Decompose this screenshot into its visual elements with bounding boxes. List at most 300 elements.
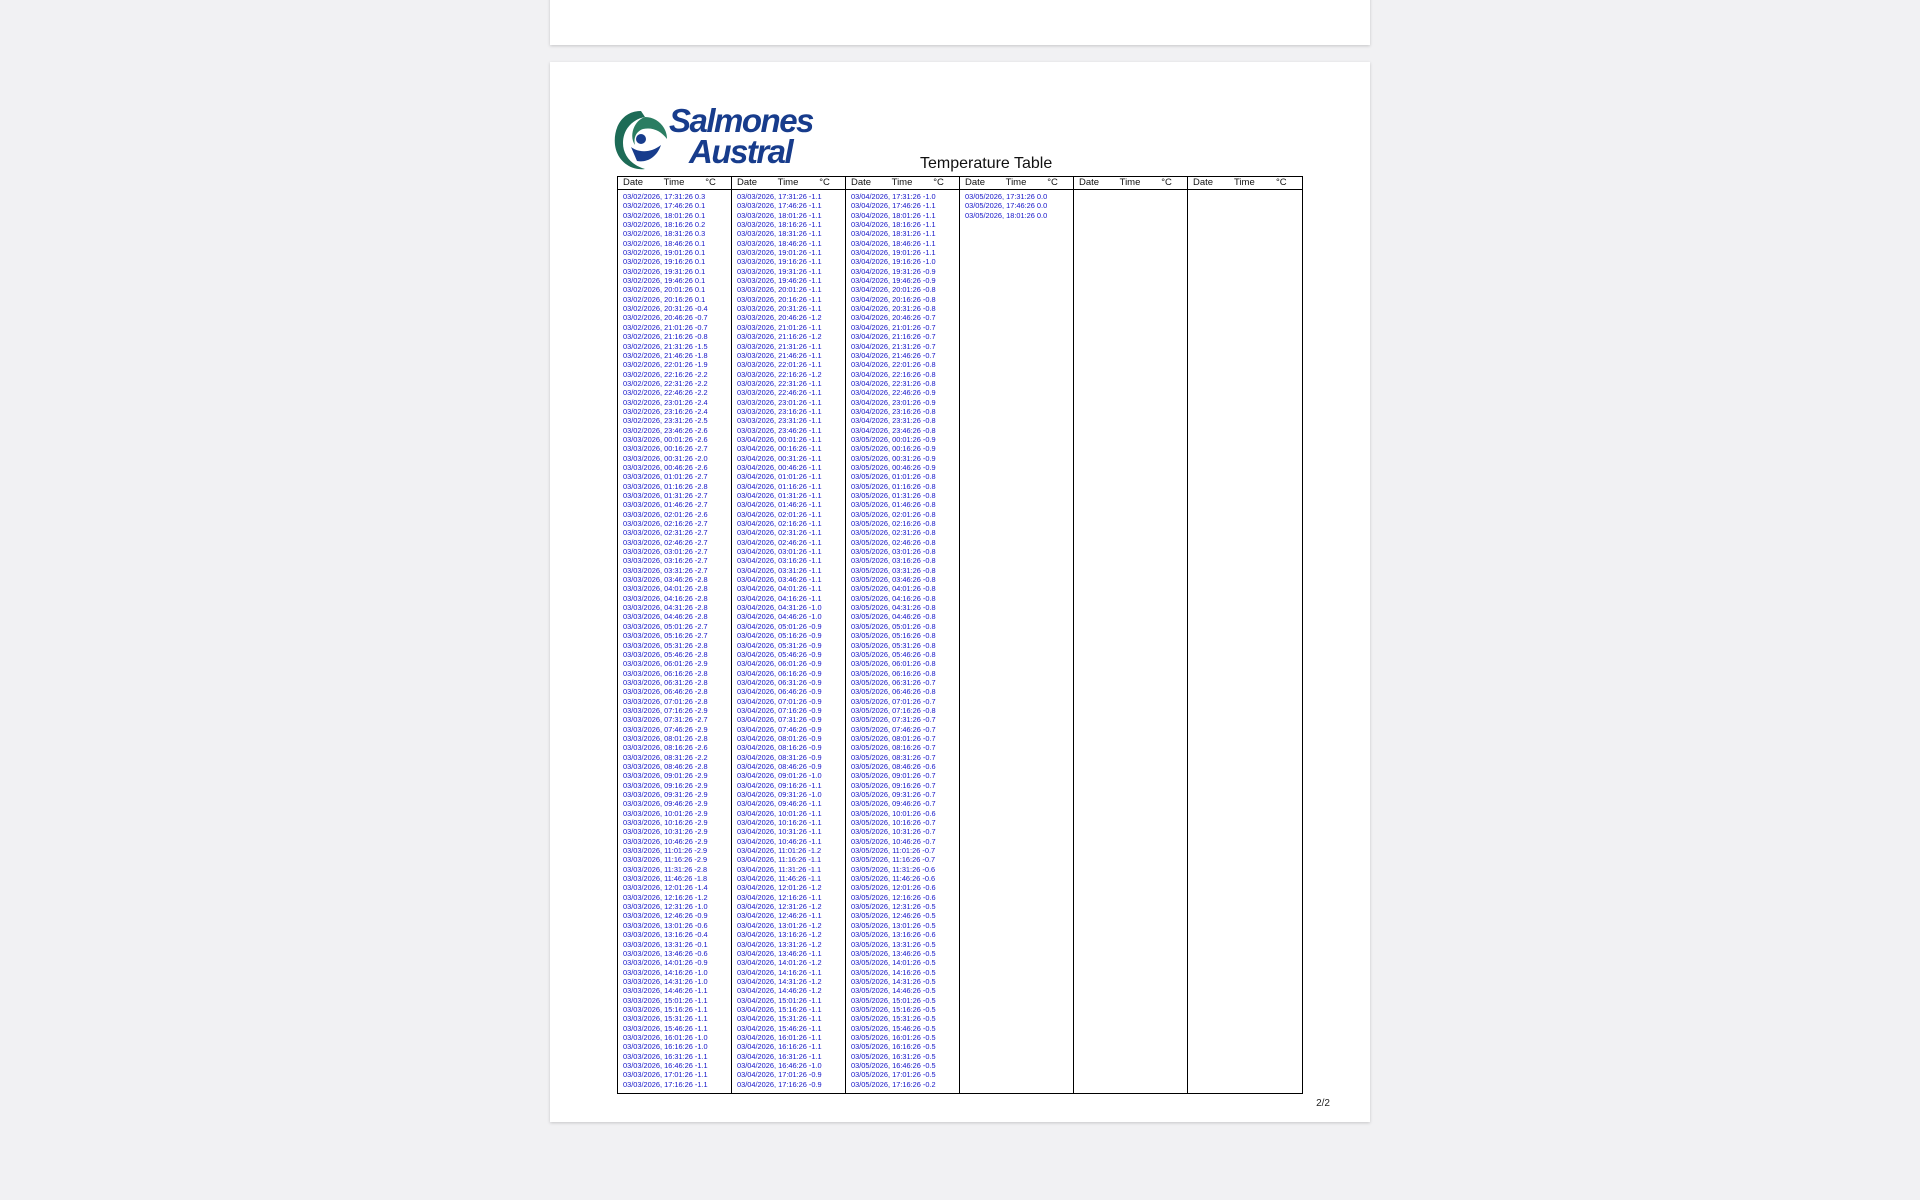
table-row: 03/02/2026, 22:31:26 -2.2 (623, 378, 708, 388)
table-row: 03/05/2026, 12:16:26 -0.6 (851, 892, 936, 902)
table-row: 03/03/2026, 00:01:26 -2.6 (623, 434, 708, 444)
table-row: 03/05/2026, 14:46:26 -0.5 (851, 986, 936, 996)
table-row: 03/04/2026, 14:01:26 -1.2 (737, 958, 822, 968)
page-number: 2/2 (1316, 1098, 1330, 1109)
table-row: 03/03/2026, 01:31:26 -2.7 (623, 491, 708, 500)
table-row: 03/03/2026, 14:46:26 -1.1 (623, 986, 708, 996)
column-header (960, 177, 1073, 190)
table-row: 03/02/2026, 19:46:26 0.1 (623, 276, 706, 286)
table-row: 03/05/2026, 01:31:26 -0.8 (851, 491, 936, 500)
header-time: Time (1005, 177, 1027, 188)
table-row: 03/05/2026, 05:31:26 -0.8 (851, 640, 936, 650)
table-row: 03/03/2026, 19:46:26 -1.1 (737, 276, 822, 286)
table-column (1074, 177, 1188, 1093)
table-row: 03/04/2026, 00:16:26 -1.1 (737, 444, 822, 454)
table-row: 03/03/2026, 12:01:26 -1.4 (623, 883, 708, 893)
table-row: 03/04/2026, 11:16:26 -1.1 (737, 855, 822, 865)
table-row: 03/03/2026, 06:46:26 -2.8 (623, 687, 708, 697)
table-row: 03/05/2026, 17:16:26 -0.2 (851, 1079, 936, 1089)
table-row: 03/03/2026, 07:01:26 -2.8 (623, 696, 708, 706)
table-row: 03/03/2026, 12:31:26 -1.0 (623, 902, 708, 912)
table-row: 03/03/2026, 11:16:26 -2.9 (623, 855, 708, 865)
table-row: 03/04/2026, 09:16:26 -1.1 (737, 780, 822, 790)
header-time: Time (1119, 177, 1141, 188)
table-row: 03/04/2026, 15:46:26 -1.1 (737, 1023, 822, 1033)
table-row: 03/05/2026, 15:46:26 -0.5 (851, 1023, 936, 1033)
table-row: 03/05/2026, 13:31:26 -0.5 (851, 939, 936, 949)
table-row: 03/04/2026, 13:01:26 -1.2 (737, 920, 822, 930)
table-row: 03/02/2026, 18:46:26 0.1 (623, 238, 706, 248)
table-row: 03/04/2026, 09:01:26 -1.0 (737, 771, 822, 781)
table-row: 03/04/2026, 10:31:26 -1.1 (737, 827, 822, 837)
table-row: 03/04/2026, 00:01:26 -1.1 (737, 434, 822, 444)
table-row: 03/04/2026, 19:31:26 -0.9 (851, 266, 936, 276)
table-row: 03/05/2026, 17:31:26 0.0 (965, 192, 1048, 201)
table-row: 03/03/2026, 02:46:26 -2.7 (623, 537, 708, 547)
table-row: 03/05/2026, 00:16:26 -0.9 (851, 444, 936, 454)
table-row: 03/05/2026, 05:01:26 -0.8 (851, 621, 936, 631)
table-row: 03/04/2026, 10:01:26 -1.1 (737, 808, 822, 818)
table-row: 03/03/2026, 05:16:26 -2.7 (623, 631, 708, 641)
table-row: 03/05/2026, 06:01:26 -0.8 (851, 659, 936, 669)
table-row: 03/04/2026, 21:31:26 -0.7 (851, 341, 936, 351)
table-row: 03/04/2026, 23:01:26 -0.9 (851, 397, 936, 407)
header-date: Date (965, 177, 986, 188)
table-row: 03/03/2026, 05:46:26 -2.8 (623, 649, 708, 659)
table-row: 03/04/2026, 05:01:26 -0.9 (737, 621, 822, 631)
table-row: 03/05/2026, 03:31:26 -0.8 (851, 565, 936, 575)
table-row: 03/03/2026, 16:46:26 -1.1 (623, 1060, 708, 1070)
table-row: 03/03/2026, 03:01:26 -2.7 (623, 547, 708, 557)
table-row: 03/04/2026, 06:01:26 -0.9 (737, 659, 822, 669)
table-row: 03/03/2026, 10:31:26 -2.9 (623, 827, 708, 837)
table-row: 03/04/2026, 10:16:26 -1.1 (737, 818, 822, 828)
table-row: 03/05/2026, 02:01:26 -0.8 (851, 509, 936, 519)
table-row: 03/04/2026, 10:46:26 -1.1 (737, 836, 822, 846)
table-row: 03/04/2026, 09:31:26 -1.0 (737, 790, 822, 799)
table-row: 03/03/2026, 21:16:26 -1.2 (737, 332, 822, 342)
table-row: 03/03/2026, 11:01:26 -2.9 (623, 846, 708, 856)
table-row: 03/03/2026, 17:16:26 -1.1 (623, 1079, 708, 1089)
table-row: 03/05/2026, 05:16:26 -0.8 (851, 631, 936, 641)
table-row: 03/03/2026, 01:16:26 -2.8 (623, 481, 708, 491)
table-row: 03/05/2026, 06:31:26 -0.7 (851, 677, 936, 687)
table-column (732, 177, 846, 1093)
table-row: 03/04/2026, 15:01:26 -1.1 (737, 995, 822, 1005)
header-date: Date (1193, 177, 1214, 188)
table-row: 03/04/2026, 22:01:26 -0.8 (851, 360, 936, 370)
table-row: 03/03/2026, 01:46:26 -2.7 (623, 500, 708, 510)
table-row: 03/04/2026, 16:16:26 -1.1 (737, 1042, 822, 1052)
column-header (1074, 177, 1187, 190)
table-row: 03/03/2026, 17:01:26 -1.1 (623, 1070, 708, 1080)
table-row: 03/03/2026, 04:46:26 -2.8 (623, 612, 708, 622)
header-time: Time (777, 177, 799, 188)
table-row: 03/05/2026, 07:31:26 -0.7 (851, 715, 936, 725)
table-row: 03/04/2026, 22:46:26 -0.9 (851, 388, 936, 398)
table-row: 03/04/2026, 20:01:26 -0.8 (851, 285, 936, 295)
table-row: 03/03/2026, 14:16:26 -1.0 (623, 967, 708, 977)
table-row: 03/05/2026, 01:16:26 -0.8 (851, 481, 936, 491)
table-column (960, 177, 1074, 1093)
table-row: 03/04/2026, 03:46:26 -1.1 (737, 575, 822, 585)
table-row: 03/04/2026, 17:16:26 -0.9 (737, 1079, 822, 1089)
table-row: 03/04/2026, 05:31:26 -0.9 (737, 640, 822, 650)
table-row: 03/04/2026, 14:16:26 -1.1 (737, 967, 822, 977)
table-row: 03/04/2026, 18:31:26 -1.1 (851, 229, 936, 239)
table-row: 03/04/2026, 14:46:26 -1.2 (737, 986, 822, 996)
table-row: 03/05/2026, 13:01:26 -0.5 (851, 920, 936, 930)
table-row: 03/05/2026, 02:31:26 -0.8 (851, 528, 936, 538)
table-row: 03/05/2026, 04:16:26 -0.8 (851, 593, 936, 603)
table-row: 03/03/2026, 04:31:26 -2.8 (623, 603, 708, 613)
header-time: Time (1234, 177, 1255, 188)
table-row: 03/04/2026, 06:16:26 -0.9 (737, 668, 822, 678)
table-row: 03/03/2026, 09:16:26 -2.9 (623, 780, 708, 790)
table-row: 03/05/2026, 15:31:26 -0.5 (851, 1014, 936, 1024)
table-row: 03/03/2026, 13:46:26 -0.6 (623, 948, 708, 958)
table-row: 03/03/2026, 02:16:26 -2.7 (623, 519, 708, 529)
table-row: 03/05/2026, 05:46:26 -0.8 (851, 649, 936, 659)
table-row: 03/03/2026, 01:01:26 -2.7 (623, 472, 708, 482)
header-date: Date (623, 177, 644, 188)
column-header (618, 177, 731, 190)
table-row: 03/05/2026, 06:46:26 -0.8 (851, 687, 936, 697)
table-row: 03/05/2026, 15:16:26 -0.5 (851, 1004, 936, 1014)
table-row: 03/05/2026, 12:01:26 -0.6 (851, 883, 936, 893)
table-row: 03/03/2026, 15:01:26 -1.1 (623, 995, 708, 1005)
table-row: 03/03/2026, 23:16:26 -1.1 (737, 406, 822, 416)
table-row: 03/04/2026, 21:46:26 -0.7 (851, 350, 936, 360)
table-row: 03/02/2026, 19:31:26 0.1 (623, 266, 706, 276)
header-date: Date (737, 177, 758, 188)
table-row: 03/02/2026, 18:01:26 0.1 (623, 210, 706, 220)
table-row: 03/05/2026, 03:46:26 -0.8 (851, 575, 936, 585)
table-row: 03/04/2026, 18:01:26 -1.1 (851, 210, 936, 220)
table-row: 03/04/2026, 04:46:26 -1.0 (737, 612, 822, 622)
table-row: 03/05/2026, 04:46:26 -0.8 (851, 612, 936, 622)
table-row: 03/02/2026, 20:01:26 0.1 (623, 285, 706, 295)
table-row: 03/05/2026, 00:31:26 -0.9 (851, 453, 936, 463)
header-temp: °C (705, 177, 716, 188)
table-row: 03/03/2026, 10:01:26 -2.9 (623, 808, 708, 818)
table-row: 03/05/2026, 09:46:26 -0.7 (851, 799, 936, 809)
table-row: 03/02/2026, 20:46:26 -0.7 (623, 313, 708, 323)
table-row: 03/03/2026, 03:16:26 -2.7 (623, 556, 708, 566)
table-row: 03/03/2026, 20:46:26 -1.2 (737, 313, 822, 323)
table-row: 03/02/2026, 22:46:26 -2.2 (623, 388, 708, 398)
table-row: 03/04/2026, 15:16:26 -1.1 (737, 1004, 822, 1014)
table-column (1188, 177, 1302, 1093)
table-row: 03/04/2026, 08:01:26 -0.9 (737, 733, 822, 743)
table-row: 03/05/2026, 03:01:26 -0.8 (851, 547, 936, 557)
header-temp: °C (1047, 177, 1058, 188)
table-row: 03/05/2026, 12:31:26 -0.5 (851, 902, 936, 912)
table-row: 03/03/2026, 15:16:26 -1.1 (623, 1004, 708, 1014)
table-row: 03/03/2026, 19:31:26 -1.1 (737, 266, 822, 276)
table-row: 03/03/2026, 05:31:26 -2.8 (623, 640, 708, 650)
header-temp: °C (933, 177, 944, 188)
table-row: 03/05/2026, 08:46:26 -0.6 (851, 761, 936, 771)
table-row: 03/03/2026, 19:16:26 -1.1 (737, 257, 822, 267)
table-row: 03/02/2026, 20:31:26 -0.4 (623, 304, 708, 314)
table-row: 03/04/2026, 07:31:26 -0.9 (737, 715, 822, 725)
table-row: 03/05/2026, 10:31:26 -0.7 (851, 827, 936, 837)
table-row: 03/04/2026, 12:16:26 -1.1 (737, 892, 822, 902)
table-row: 03/02/2026, 19:01:26 0.1 (623, 248, 706, 258)
header-date: Date (851, 177, 872, 188)
table-row: 03/03/2026, 10:16:26 -2.9 (623, 818, 708, 828)
table-row: 03/04/2026, 06:46:26 -0.9 (737, 687, 822, 697)
table-row: 03/05/2026, 08:31:26 -0.7 (851, 752, 936, 762)
table-row: 03/03/2026, 04:16:26 -2.8 (623, 593, 708, 603)
table-row: 03/04/2026, 16:46:26 -1.0 (737, 1060, 822, 1070)
table-row: 03/05/2026, 16:46:26 -0.5 (851, 1060, 936, 1070)
table-row: 03/04/2026, 04:01:26 -1.1 (737, 584, 822, 594)
table-row: 03/04/2026, 05:46:26 -0.9 (737, 649, 822, 659)
table-row: 03/03/2026, 23:31:26 -1.1 (737, 416, 822, 426)
table-row: 03/05/2026, 06:16:26 -0.8 (851, 668, 936, 678)
header-time: Time (891, 177, 913, 188)
column-header (732, 177, 845, 190)
table-row: 03/03/2026, 09:01:26 -2.9 (623, 771, 708, 781)
table-row: 03/04/2026, 01:46:26 -1.1 (737, 500, 822, 510)
table-row: 03/03/2026, 10:46:26 -2.9 (623, 836, 708, 846)
header-temp: °C (1276, 177, 1287, 188)
table-row: 03/03/2026, 06:31:26 -2.8 (623, 677, 708, 687)
table-row: 03/03/2026, 16:31:26 -1.1 (623, 1051, 708, 1061)
table-row: 03/03/2026, 07:31:26 -2.7 (623, 715, 708, 725)
table-row: 03/05/2026, 13:16:26 -0.6 (851, 930, 936, 940)
table-row: 03/04/2026, 20:31:26 -0.8 (851, 304, 936, 314)
table-row: 03/02/2026, 20:16:26 0.1 (623, 294, 706, 304)
table-row: 03/04/2026, 07:46:26 -0.9 (737, 724, 822, 734)
table-row: 03/02/2026, 21:16:26 -0.8 (623, 332, 708, 342)
table-row: 03/03/2026, 13:31:26 -0.1 (623, 939, 708, 949)
previous-page (550, 0, 1370, 45)
table-row: 03/03/2026, 22:46:26 -1.1 (737, 388, 822, 398)
table-row: 03/05/2026, 02:46:26 -0.8 (851, 537, 936, 547)
table-row: 03/04/2026, 13:46:26 -1.1 (737, 948, 822, 958)
table-row: 03/03/2026, 20:01:26 -1.1 (737, 285, 822, 295)
table-row: 03/03/2026, 09:31:26 -2.9 (623, 790, 708, 799)
table-row: 03/05/2026, 12:46:26 -0.5 (851, 911, 936, 921)
table-row: 03/04/2026, 11:46:26 -1.1 (737, 874, 822, 884)
table-row: 03/04/2026, 02:16:26 -1.1 (737, 519, 822, 529)
table-row: 03/02/2026, 17:46:26 0.1 (623, 201, 706, 211)
table-row: 03/03/2026, 23:01:26 -1.1 (737, 397, 822, 407)
table-row: 03/02/2026, 17:31:26 0.3 (623, 192, 706, 201)
table-row: 03/04/2026, 04:31:26 -1.0 (737, 603, 822, 613)
table-row: 03/04/2026, 12:01:26 -1.2 (737, 883, 822, 893)
table-row: 03/04/2026, 01:31:26 -1.1 (737, 491, 822, 500)
table-row: 03/04/2026, 07:16:26 -0.9 (737, 705, 822, 715)
table-row: 03/02/2026, 23:01:26 -2.4 (623, 397, 708, 407)
table-row: 03/03/2026, 18:46:26 -1.1 (737, 238, 822, 248)
table-row: 03/05/2026, 16:16:26 -0.5 (851, 1042, 936, 1052)
table-row: 03/03/2026, 22:16:26 -1.2 (737, 369, 822, 379)
table-row: 03/02/2026, 23:46:26 -2.6 (623, 425, 708, 435)
table-row: 03/03/2026, 07:16:26 -2.9 (623, 705, 708, 715)
table-row: 03/03/2026, 22:01:26 -1.1 (737, 360, 822, 370)
column-header (846, 177, 959, 190)
table-row: 03/05/2026, 08:01:26 -0.7 (851, 733, 936, 743)
table-row: 03/05/2026, 18:01:26 0.0 (965, 210, 1048, 220)
logo-text-line2: Austral (689, 133, 793, 170)
table-row: 03/02/2026, 22:01:26 -1.9 (623, 360, 708, 370)
table-row: 03/03/2026, 21:01:26 -1.1 (737, 322, 822, 332)
table-row: 03/04/2026, 13:31:26 -1.2 (737, 939, 822, 949)
table-row: 03/03/2026, 08:01:26 -2.8 (623, 733, 708, 743)
table-row: 03/05/2026, 09:16:26 -0.7 (851, 780, 936, 790)
table-row: 03/05/2026, 07:16:26 -0.8 (851, 705, 936, 715)
table-row: 03/04/2026, 04:16:26 -1.1 (737, 593, 822, 603)
table-row: 03/03/2026, 11:31:26 -2.8 (623, 864, 708, 874)
table-row: 03/02/2026, 22:16:26 -2.2 (623, 369, 708, 379)
table-row: 03/03/2026, 16:16:26 -1.0 (623, 1042, 708, 1052)
table-row: 03/03/2026, 00:46:26 -2.6 (623, 462, 708, 472)
table-row: 03/04/2026, 00:46:26 -1.1 (737, 462, 822, 472)
table-row: 03/04/2026, 00:31:26 -1.1 (737, 453, 822, 463)
table-row: 03/05/2026, 10:01:26 -0.6 (851, 808, 936, 818)
table-row: 03/03/2026, 00:16:26 -2.7 (623, 444, 708, 454)
header-temp: °C (819, 177, 830, 188)
table-row: 03/04/2026, 07:01:26 -0.9 (737, 696, 822, 706)
table-row: 03/04/2026, 13:16:26 -1.2 (737, 930, 822, 940)
table-row: 03/04/2026, 20:46:26 -0.7 (851, 313, 936, 323)
table-row: 03/03/2026, 23:46:26 -1.1 (737, 425, 822, 435)
table-row: 03/05/2026, 08:16:26 -0.7 (851, 743, 936, 753)
table-row: 03/04/2026, 03:31:26 -1.1 (737, 565, 822, 575)
salmon-logo-icon (611, 105, 671, 175)
table-row: 03/03/2026, 07:46:26 -2.9 (623, 724, 708, 734)
table-row: 03/04/2026, 23:46:26 -0.8 (851, 425, 936, 435)
table-row: 03/05/2026, 00:46:26 -0.9 (851, 462, 936, 472)
table-row: 03/02/2026, 21:31:26 -1.5 (623, 341, 708, 351)
table-row: 03/04/2026, 14:31:26 -1.2 (737, 976, 822, 986)
table-column (846, 177, 960, 1093)
table-row: 03/05/2026, 07:01:26 -0.7 (851, 696, 936, 706)
table-row: 03/04/2026, 06:31:26 -0.9 (737, 677, 822, 687)
temperature-table (617, 176, 1303, 1094)
table-row: 03/05/2026, 13:46:26 -0.5 (851, 948, 936, 958)
table-row: 03/04/2026, 08:31:26 -0.9 (737, 752, 822, 762)
table-row: 03/02/2026, 21:01:26 -0.7 (623, 322, 708, 332)
table-row: 03/05/2026, 14:31:26 -0.5 (851, 976, 936, 986)
table-row: 03/04/2026, 12:31:26 -1.2 (737, 902, 822, 912)
table-row: 03/04/2026, 02:31:26 -1.1 (737, 528, 822, 538)
table-row: 03/05/2026, 07:46:26 -0.7 (851, 724, 936, 734)
table-row: 03/05/2026, 04:31:26 -0.8 (851, 603, 936, 613)
table-row: 03/03/2026, 15:31:26 -1.1 (623, 1014, 708, 1024)
table-row: 03/03/2026, 06:16:26 -2.8 (623, 668, 708, 678)
table-row: 03/05/2026, 10:16:26 -0.7 (851, 818, 936, 828)
company-logo (611, 102, 821, 175)
table-row: 03/04/2026, 05:16:26 -0.9 (737, 631, 822, 641)
table-row: 03/03/2026, 18:31:26 -1.1 (737, 229, 822, 239)
table-row: 03/05/2026, 00:01:26 -0.9 (851, 434, 936, 444)
table-row: 03/03/2026, 06:01:26 -2.9 (623, 659, 708, 669)
table-row: 03/04/2026, 08:16:26 -0.9 (737, 743, 822, 753)
table-row: 03/03/2026, 04:01:26 -2.8 (623, 584, 708, 594)
table-row: 03/03/2026, 03:46:26 -2.8 (623, 575, 708, 585)
table-row: 03/03/2026, 08:31:26 -2.2 (623, 752, 708, 762)
table-row: 03/03/2026, 22:31:26 -1.1 (737, 378, 822, 388)
table-row: 03/05/2026, 09:31:26 -0.7 (851, 790, 936, 799)
table-row: 03/04/2026, 02:01:26 -1.1 (737, 509, 822, 519)
table-row: 03/05/2026, 14:16:26 -0.5 (851, 967, 936, 977)
table-row: 03/05/2026, 17:01:26 -0.5 (851, 1070, 936, 1080)
table-row: 03/04/2026, 03:01:26 -1.1 (737, 547, 822, 557)
table-row: 03/03/2026, 21:31:26 -1.1 (737, 341, 822, 351)
table-row: 03/03/2026, 13:01:26 -0.6 (623, 920, 708, 930)
table-row: 03/05/2026, 14:01:26 -0.5 (851, 958, 936, 968)
logo-text-line1: Salmones (669, 102, 813, 139)
column-header (1188, 177, 1302, 190)
header-time: Time (663, 177, 685, 188)
table-row: 03/02/2026, 21:46:26 -1.8 (623, 350, 708, 360)
table-row: 03/03/2026, 18:16:26 -1.1 (737, 220, 822, 230)
table-row: 03/03/2026, 00:31:26 -2.0 (623, 453, 708, 463)
table-row: 03/03/2026, 17:46:26 -1.1 (737, 201, 822, 211)
table-row: 03/04/2026, 01:16:26 -1.1 (737, 481, 822, 491)
table-row: 03/04/2026, 15:31:26 -1.1 (737, 1014, 822, 1024)
table-row: 03/04/2026, 12:46:26 -1.1 (737, 911, 822, 921)
table-row: 03/05/2026, 10:46:26 -0.7 (851, 836, 936, 846)
table-row: 03/03/2026, 20:16:26 -1.1 (737, 294, 822, 304)
table-row: 03/05/2026, 17:46:26 0.0 (965, 201, 1048, 211)
table-row: 03/04/2026, 19:46:26 -0.9 (851, 276, 936, 286)
table-row: 03/04/2026, 19:16:26 -1.0 (851, 257, 936, 267)
table-row: 03/05/2026, 01:46:26 -0.8 (851, 500, 936, 510)
table-row: 03/02/2026, 23:31:26 -2.5 (623, 416, 708, 426)
table-row: 03/04/2026, 18:16:26 -1.1 (851, 220, 936, 230)
table-row: 03/05/2026, 11:16:26 -0.7 (851, 855, 936, 865)
table-row: 03/05/2026, 11:31:26 -0.6 (851, 864, 936, 874)
table-row: 03/04/2026, 17:01:26 -0.9 (737, 1070, 822, 1080)
table-row: 03/04/2026, 09:46:26 -1.1 (737, 799, 822, 809)
table-row: 03/05/2026, 03:16:26 -0.8 (851, 556, 936, 566)
table-row: 03/05/2026, 09:01:26 -0.7 (851, 771, 936, 781)
table-row: 03/03/2026, 08:16:26 -2.6 (623, 743, 708, 753)
table-row: 03/04/2026, 21:01:26 -0.7 (851, 322, 936, 332)
document-title: Temperature Table (920, 155, 1053, 172)
table-row: 03/03/2026, 14:01:26 -0.9 (623, 958, 708, 968)
table-row: 03/04/2026, 18:46:26 -1.1 (851, 238, 936, 248)
table-row: 03/03/2026, 05:01:26 -2.7 (623, 621, 708, 631)
table-row: 03/04/2026, 23:31:26 -0.8 (851, 416, 936, 426)
table-row: 03/03/2026, 20:31:26 -1.1 (737, 304, 822, 314)
table-row: 03/04/2026, 11:31:26 -1.1 (737, 864, 822, 874)
table-row: 03/02/2026, 19:16:26 0.1 (623, 257, 706, 267)
table-column (618, 177, 732, 1093)
table-row: 03/04/2026, 17:46:26 -1.1 (851, 201, 936, 211)
table-row: 03/03/2026, 11:46:26 -1.8 (623, 874, 708, 884)
table-row: 03/04/2026, 01:01:26 -1.1 (737, 472, 822, 482)
table-row: 03/05/2026, 11:01:26 -0.7 (851, 846, 936, 856)
table-row: 03/04/2026, 20:16:26 -0.8 (851, 294, 936, 304)
header-date: Date (1079, 177, 1100, 188)
table-row: 03/04/2026, 19:01:26 -1.1 (851, 248, 936, 258)
table-row: 03/05/2026, 15:01:26 -0.5 (851, 995, 936, 1005)
table-row: 03/04/2026, 03:16:26 -1.1 (737, 556, 822, 566)
table-row: 03/02/2026, 18:16:26 0.2 (623, 220, 706, 230)
table-row: 03/03/2026, 21:46:26 -1.1 (737, 350, 822, 360)
table-row: 03/05/2026, 01:01:26 -0.8 (851, 472, 936, 482)
header-temp: °C (1161, 177, 1172, 188)
table-row: 03/05/2026, 16:01:26 -0.5 (851, 1032, 936, 1042)
table-row: 03/03/2026, 16:01:26 -1.0 (623, 1032, 708, 1042)
